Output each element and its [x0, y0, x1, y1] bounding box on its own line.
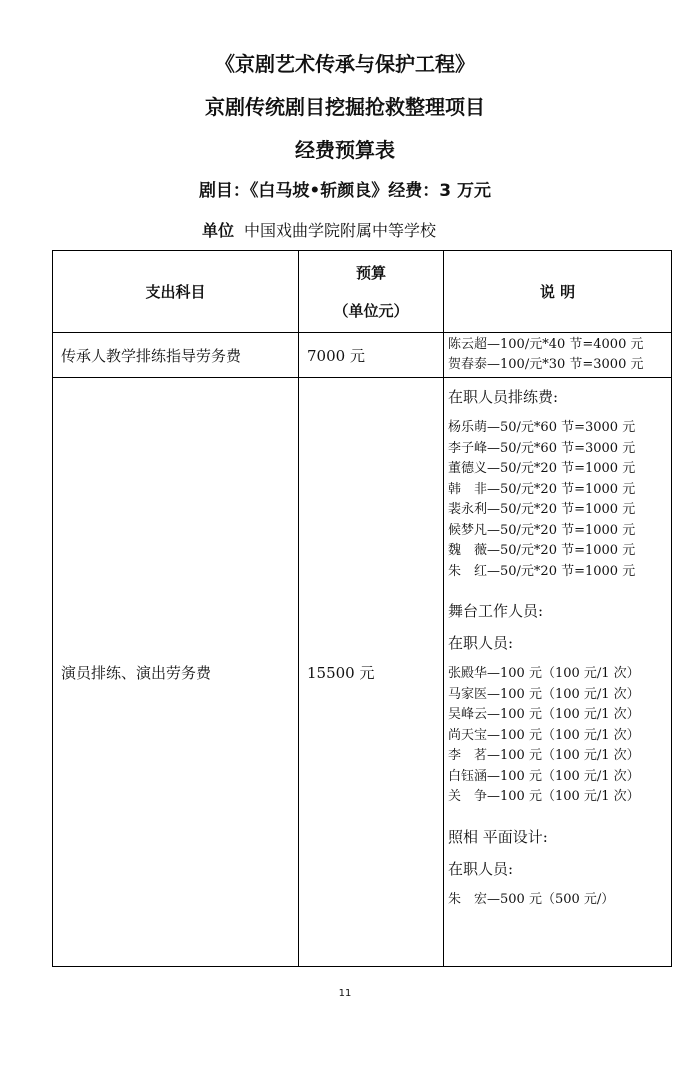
sec2-item: 白钰涵—100 元（100 元/1 次）: [448, 768, 640, 784]
sec2-title: 舞台工作人员:: [448, 602, 544, 620]
row1-note-1: 贺春泰—100/元*30 节=3000 元: [448, 357, 644, 372]
header-note: 说 明: [444, 251, 672, 333]
row2-subject: 演员排练、演出劳务费: [53, 378, 299, 967]
budget-table: [52, 250, 672, 967]
title-line-4: 剧目：《白马坡•斩颜良》经费：3 万元: [198, 181, 492, 201]
sec1-item: 董德义—50/元*20 节=1000 元: [448, 461, 636, 476]
title-line-1: 《京剧艺术传承与保护工程》: [215, 52, 475, 76]
row1-budget: 7000 元: [299, 333, 444, 378]
sec3-title: 照相 平面设计:: [448, 827, 548, 846]
sec2-subtitle: 在职人员:: [448, 634, 514, 652]
page-number: 11: [338, 988, 352, 999]
header-subject: 支出科目: [53, 251, 299, 333]
row2-budget: 15500 元: [299, 378, 444, 967]
sec1-item: 裴永利—50/元*20 节=1000 元: [448, 502, 636, 517]
sec1-title: 在职人员排练费:: [448, 388, 559, 406]
sec2-item: 尚天宝—100 元（100 元/1 次）: [448, 727, 640, 743]
header-budget-unit: （单位元）: [333, 301, 409, 320]
title-line-2: 京剧传统剧目挖掘抢救整理项目: [205, 95, 485, 119]
sec3-item: 朱 宏—500 元（500 元/）: [448, 891, 615, 907]
sec2-item: 马家医—100 元（100 元/1 次）: [448, 686, 640, 702]
unit-value: 中国戏曲学院附属中等学校: [244, 221, 437, 240]
sec3-subtitle: 在职人员:: [448, 859, 514, 878]
sec2-item: 张殿华—100 元（100 元/1 次）: [448, 666, 640, 681]
sec1-item: 杨乐萌—50/元*60 节=3000 元: [448, 420, 636, 435]
table-row: [53, 333, 672, 378]
row1-notes: [444, 333, 672, 378]
header-budget-label: 预算: [355, 263, 386, 282]
sec1-item: 李子峰—50/元*60 节=3000 元: [448, 440, 636, 456]
title-line-3: 经费预算表: [295, 138, 395, 162]
unit-label: 单位: [202, 221, 235, 240]
sec1-item: 候梦凡—50/元*20 节=1000 元: [448, 522, 636, 538]
table-row: [53, 378, 672, 967]
sec2-item: 李 茗—100 元（100 元/1 次）: [448, 748, 640, 763]
table-header-row: [53, 251, 672, 333]
row1-note-0: 陈云超—100/元*40 节=4000 元: [448, 336, 644, 352]
header-budget: [299, 251, 444, 333]
sec2-item: 吴峰云—100 元（100 元/1 次）: [448, 707, 640, 722]
sec1-item: 朱 红—50/元*20 节=1000 元: [448, 563, 636, 579]
row2-notes: [444, 378, 672, 967]
unit-line: [202, 218, 436, 241]
row1-subject: 传承人教学排练指导劳务费: [53, 333, 299, 378]
sec2-item: 关 争—100 元（100 元/1 次）: [448, 789, 640, 804]
sec1-item: 韩 非—50/元*20 节=1000 元: [448, 481, 636, 497]
sec1-item: 魏 薇—50/元*20 节=1000 元: [448, 543, 636, 558]
